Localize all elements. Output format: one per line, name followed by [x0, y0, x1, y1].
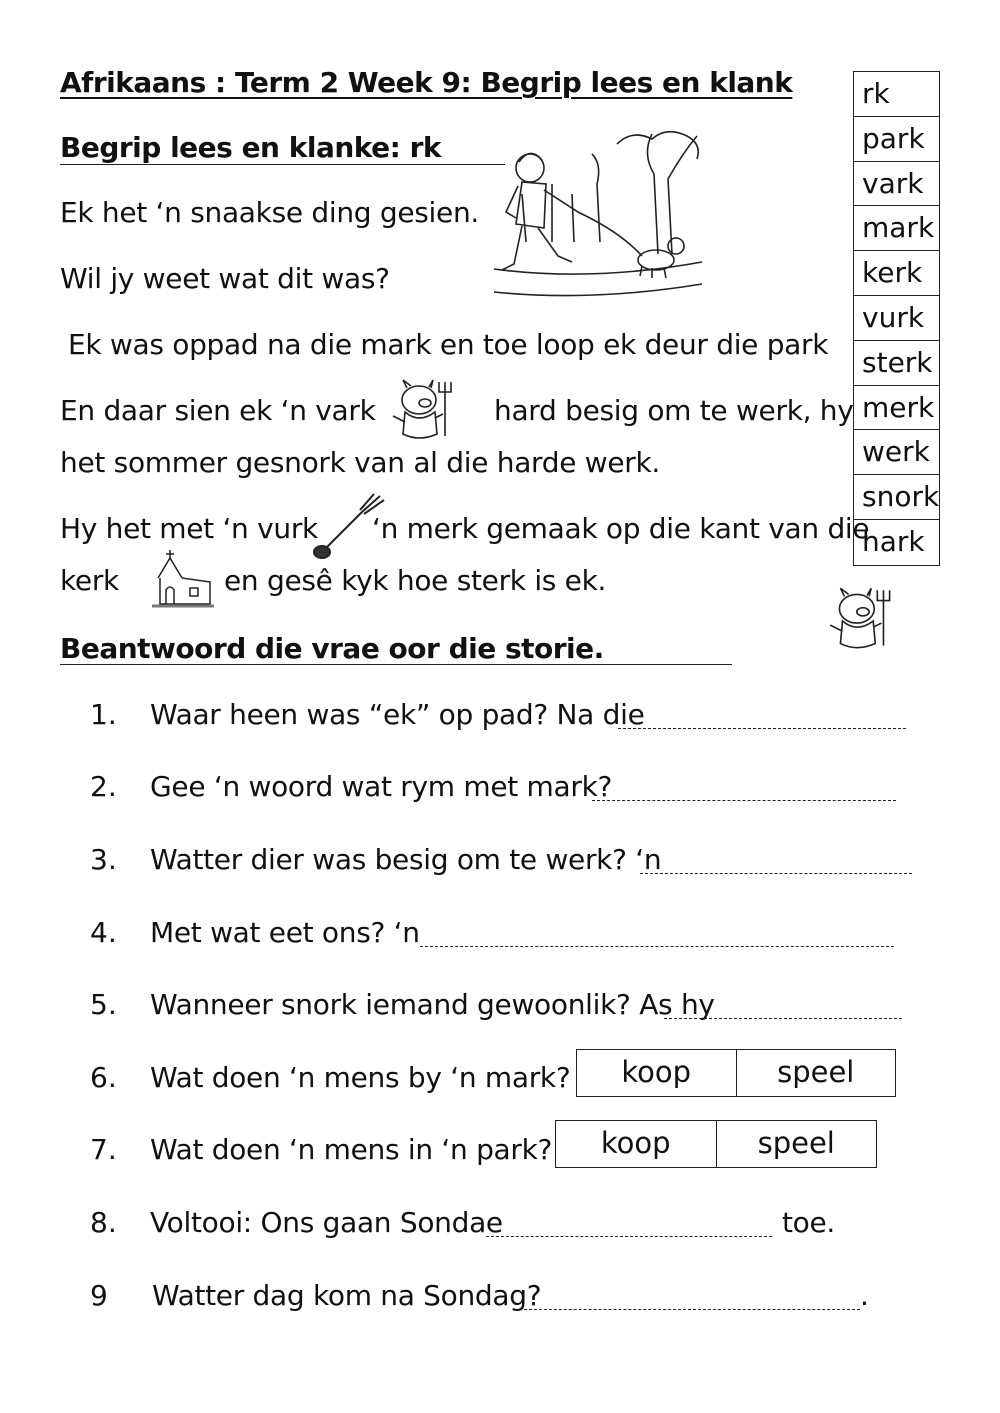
word-list-item: vurk — [854, 296, 939, 341]
questions-heading-underline — [60, 664, 732, 665]
question-8-text: Voltooi: Ons gaan Sondae — [150, 1206, 503, 1239]
question-9-text: Watter dag kom na Sondag? — [152, 1279, 542, 1312]
word-list-item: merk — [854, 386, 939, 431]
word-list-item: rk — [854, 72, 939, 117]
question-4-text: Met wat eet ons? ‘n — [150, 916, 420, 949]
question-number: 3. — [90, 843, 117, 876]
word-list-item: werk — [854, 430, 939, 475]
question-5-text: Wanneer snork iemand gewoonlik? As hy — [150, 988, 715, 1021]
question-number: 8. — [90, 1206, 117, 1239]
choice-speel-q7[interactable]: speel — [716, 1121, 877, 1167]
story-line-5: het sommer gesnork van al die harde werk. — [60, 446, 661, 479]
question-number: 6. — [90, 1061, 117, 1094]
question-9-after: . — [860, 1279, 869, 1312]
question-number: 9 — [90, 1279, 108, 1312]
question-7-text: Wat doen ‘n mens in ‘n park? — [150, 1133, 553, 1166]
question-2-text: Gee ‘n woord wat rym met mark? — [150, 770, 613, 803]
answer-blank-9[interactable] — [524, 1287, 860, 1310]
story-line-4a: En daar sien ek ‘n vark — [60, 394, 376, 427]
subtitle-underline — [60, 164, 505, 165]
section-subtitle: Begrip lees en klanke: rk — [60, 131, 442, 164]
word-list-item: sterk — [854, 341, 939, 386]
word-list-item: snork — [854, 475, 939, 520]
page-title: Afrikaans : Term 2 Week 9: Begrip lees en klank — [60, 66, 793, 99]
answer-blank-1[interactable] — [618, 706, 906, 729]
questions-heading: Beantwoord die vrae oor die storie. — [60, 632, 604, 665]
answer-blank-3[interactable] — [640, 851, 912, 874]
word-list-item: park — [854, 117, 939, 162]
word-list — [853, 71, 940, 566]
boy-walking-dog-icon — [492, 124, 704, 302]
question-number: 7. — [90, 1133, 117, 1166]
word-list-item: hark — [862, 524, 925, 558]
choice-box-q7 — [555, 1120, 877, 1168]
question-number: 2. — [90, 770, 117, 803]
question-number: 5. — [90, 988, 117, 1021]
word-list-item: kerk — [854, 251, 939, 296]
choice-speel-q6[interactable]: speel — [736, 1050, 896, 1096]
story-line-6a: Hy het met ‘n vurk — [60, 512, 318, 545]
question-3-text: Watter dier was besig om te werk? ‘n — [150, 843, 662, 876]
story-line-7a: kerk — [60, 564, 119, 597]
story-line-3: Ek was oppad na die mark en toe loop ek deur die park — [68, 328, 829, 361]
fork-icon — [310, 492, 390, 564]
answer-blank-4[interactable] — [420, 924, 894, 947]
pig-with-fork-icon — [822, 585, 906, 655]
question-number: 4. — [90, 916, 117, 949]
answer-blank-8[interactable] — [486, 1214, 772, 1237]
question-6-text: Wat doen ‘n mens by ‘n mark? — [150, 1061, 571, 1094]
answer-blank-5[interactable] — [664, 996, 902, 1019]
answer-blank-2[interactable] — [592, 778, 896, 801]
word-list-item: vark — [854, 162, 939, 207]
choice-box-q6 — [576, 1049, 896, 1097]
story-line-7b: en gesê kyk hoe sterk is ek. — [224, 564, 607, 597]
pig-with-fork-icon — [385, 378, 467, 444]
question-8-after: toe. — [782, 1206, 836, 1239]
choice-koop-q6[interactable]: koop — [621, 1055, 692, 1089]
question-number: 1. — [90, 698, 117, 731]
word-list-item: mark — [854, 206, 939, 251]
church-icon — [150, 548, 216, 610]
story-line-6b: ‘n merk gemaak op die kant van die — [372, 512, 870, 545]
story-line-2: Wil jy weet wat dit was? — [60, 262, 390, 295]
story-line-4b: hard besig om te werk, hy — [494, 394, 854, 427]
choice-koop-q7[interactable]: koop — [600, 1126, 671, 1160]
story-line-1: Ek het ‘n snaakse ding gesien. — [60, 196, 479, 229]
question-1-text: Waar heen was “ek” op pad? Na die — [150, 698, 645, 731]
